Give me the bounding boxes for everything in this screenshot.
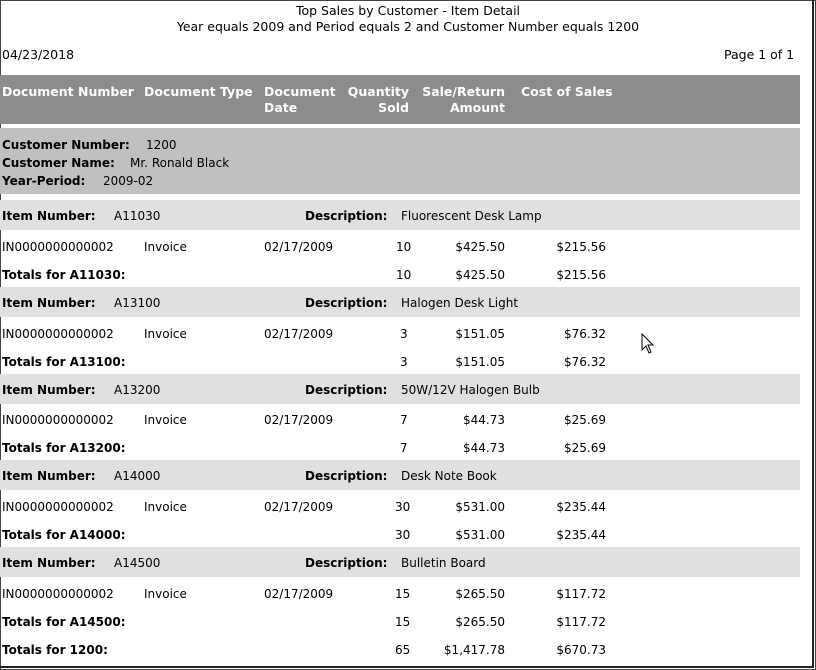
row-quantity: 10 xyxy=(396,240,412,254)
year-period: 2009-02 xyxy=(103,174,154,188)
row-amount: $44.73 xyxy=(463,413,505,427)
row-document-number: IN0000000000002 xyxy=(2,240,114,254)
totals-amount: $44.73 xyxy=(463,441,505,455)
row-document-date: 02/17/2009 xyxy=(264,500,334,514)
row-cost: $215.56 xyxy=(556,240,606,254)
col-cost-of-sales: Cost of Sales xyxy=(521,84,613,99)
grand-total-amount: $1,417.78 xyxy=(443,643,505,657)
frame-shadow-bottom xyxy=(0,666,814,668)
totals-label: Totals for A13200: xyxy=(2,441,126,455)
col-document-date-2: Date xyxy=(264,100,298,115)
item-description: Bulletin Board xyxy=(401,556,486,570)
row-document-number: IN0000000000002 xyxy=(2,413,114,427)
description-label: Description: xyxy=(305,296,388,310)
totals-label: Totals for A11030: xyxy=(2,268,126,282)
row-document-date: 02/17/2009 xyxy=(264,327,334,341)
customer-number: 1200 xyxy=(146,138,177,152)
mouse-cursor-icon xyxy=(641,333,655,355)
item-number: A13200 xyxy=(114,383,161,397)
row-amount: $265.50 xyxy=(455,587,505,601)
report-date: 04/23/2018 xyxy=(2,47,75,62)
item-number-label: Item Number: xyxy=(2,469,96,483)
row-cost: $117.72 xyxy=(556,587,606,601)
report-subtitle: Year equals 2009 and Period equals 2 and Customer Number equals 1200 xyxy=(176,19,640,34)
page-indicator: Page 1 of 1 xyxy=(724,47,795,62)
item-number: A14000 xyxy=(114,469,161,483)
customer-name: Mr. Ronald Black xyxy=(130,156,230,170)
col-document-type: Document Type xyxy=(144,84,253,99)
row-quantity: 15 xyxy=(395,587,411,601)
totals-amount: $265.50 xyxy=(455,615,505,629)
col-document-date-1: Document xyxy=(264,84,336,99)
row-document-type: Invoice xyxy=(144,413,187,427)
row-document-number: IN0000000000002 xyxy=(2,500,114,514)
frame-shadow-right xyxy=(812,0,814,668)
row-cost: $235.44 xyxy=(556,500,606,514)
totals-cost: $215.56 xyxy=(556,268,606,282)
row-amount: $531.00 xyxy=(455,500,505,514)
totals-quantity: 30 xyxy=(395,528,411,542)
item-description: Fluorescent Desk Lamp xyxy=(401,209,542,223)
row-document-number: IN0000000000002 xyxy=(2,587,114,601)
row-document-type: Invoice xyxy=(144,327,187,341)
customer-name-label: Customer Name: xyxy=(2,156,115,170)
row-amount: $151.05 xyxy=(455,327,505,341)
totals-cost: $117.72 xyxy=(556,615,606,629)
totals-cost: $76.32 xyxy=(564,355,606,369)
customer-number-label: Customer Number: xyxy=(2,138,130,152)
row-document-type: Invoice xyxy=(144,587,187,601)
description-label: Description: xyxy=(305,383,388,397)
col-quantity-1: Quantity xyxy=(347,84,409,99)
row-document-date: 02/17/2009 xyxy=(264,587,334,601)
row-document-date: 02/17/2009 xyxy=(264,240,334,254)
description-label: Description: xyxy=(305,556,388,570)
report-title: Top Sales by Customer - Item Detail xyxy=(295,3,521,18)
row-document-type: Invoice xyxy=(144,500,187,514)
description-label: Description: xyxy=(305,469,388,483)
totals-quantity: 7 xyxy=(400,441,408,455)
item-number-label: Item Number: xyxy=(2,209,96,223)
col-amount-2: Amount xyxy=(449,100,505,115)
row-document-type: Invoice xyxy=(144,240,187,254)
totals-amount: $151.05 xyxy=(455,355,505,369)
col-amount-1: Sale/Return xyxy=(422,84,505,99)
col-document-number: Document Number xyxy=(2,84,134,99)
totals-cost: $25.69 xyxy=(564,441,606,455)
row-quantity: 7 xyxy=(400,413,408,427)
row-quantity: 3 xyxy=(400,327,408,341)
description-label: Description: xyxy=(305,209,388,223)
row-document-number: IN0000000000002 xyxy=(2,327,114,341)
item-number-label: Item Number: xyxy=(2,383,96,397)
row-document-date: 02/17/2009 xyxy=(264,413,334,427)
item-number-label: Item Number: xyxy=(2,556,96,570)
totals-cost: $235.44 xyxy=(556,528,606,542)
totals-label: Totals for A14500: xyxy=(2,615,126,629)
totals-amount: $531.00 xyxy=(455,528,505,542)
totals-amount: $425.50 xyxy=(455,268,505,282)
totals-quantity: 15 xyxy=(395,615,411,629)
row-quantity: 30 xyxy=(395,500,411,514)
grand-total-cost: $670.73 xyxy=(556,643,606,657)
item-number-label: Item Number: xyxy=(2,296,96,310)
item-description: Halogen Desk Light xyxy=(401,296,519,310)
grand-total-quantity: 65 xyxy=(395,643,411,657)
totals-label: Totals for A14000: xyxy=(2,528,126,542)
row-cost: $76.32 xyxy=(564,327,606,341)
row-cost: $25.69 xyxy=(564,413,606,427)
totals-quantity: 3 xyxy=(400,355,408,369)
item-number: A11030 xyxy=(114,209,161,223)
item-description: 50W/12V Halogen Bulb xyxy=(401,383,540,397)
item-description: Desk Note Book xyxy=(401,469,497,483)
year-period-label: Year-Period: xyxy=(2,174,86,188)
grand-total-label: Totals for 1200: xyxy=(2,643,108,657)
item-number: A13100 xyxy=(114,296,161,310)
item-number: A14500 xyxy=(114,556,161,570)
row-amount: $425.50 xyxy=(455,240,505,254)
totals-quantity: 10 xyxy=(396,268,412,282)
col-quantity-2: Sold xyxy=(378,100,409,115)
totals-label: Totals for A13100: xyxy=(2,355,126,369)
